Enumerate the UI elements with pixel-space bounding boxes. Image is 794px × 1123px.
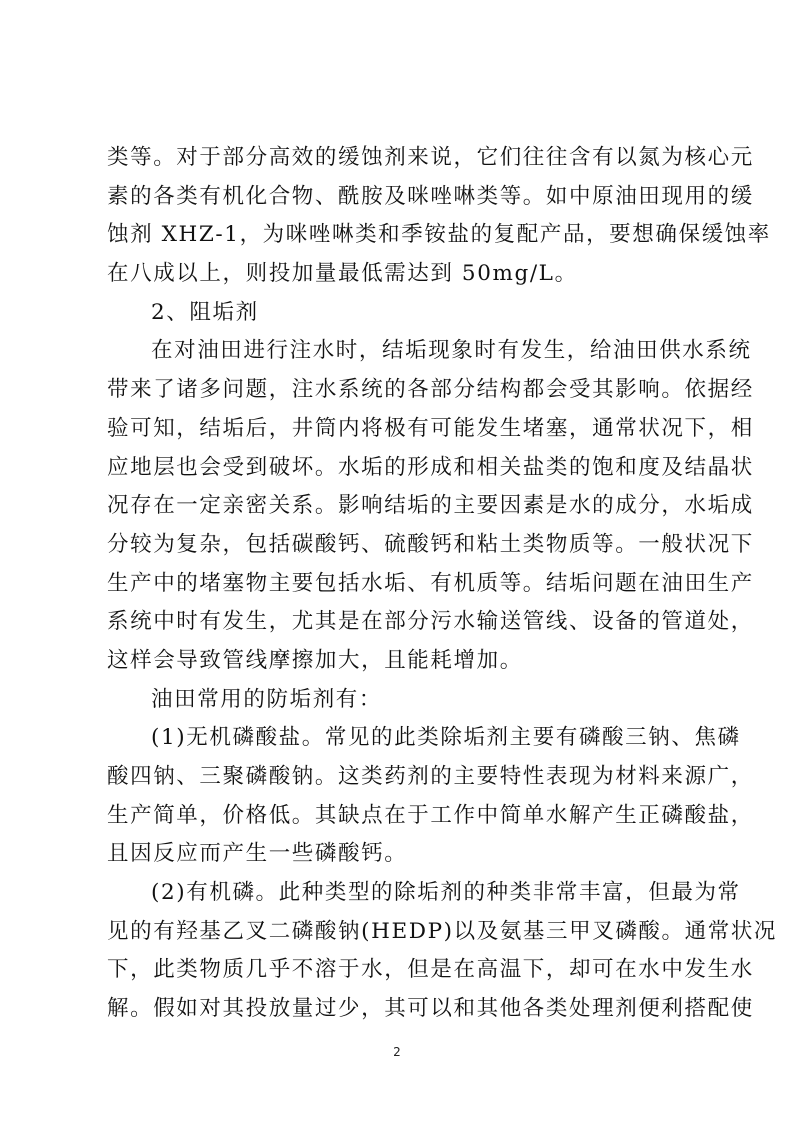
text-line: 类等。对于部分高效的缓蚀剂来说，它们往往含有以氮为核心元 — [107, 145, 754, 170]
text-line: 在八成以上，则投加量最低需达到 50mg/L。 — [107, 261, 578, 287]
text-line: 且因反应而产生一些磷酸钙。 — [107, 841, 408, 867]
text-line: 蚀剂 XHZ-1，为咪唑啉类和季铵盐的复配产品，要想确保缓蚀率 — [107, 222, 771, 248]
text-line: 系统中时有发生，尤其是在部分污水输送管线、设备的管道处， — [107, 609, 754, 635]
text-line: 酸四钠、三聚磷酸钠。这类药剂的主要特性表现为材料来源广， — [107, 764, 754, 789]
text-line: 况存在一定亲密关系。影响结垢的主要因素是水的成分，水垢成 — [107, 493, 754, 519]
text-line: 应地层也会受到破坏。水垢的形成和相关盐类的饱和度及结晶状 — [107, 454, 754, 480]
text-line: 见的有羟基乙叉二磷酸钠(HEDP)以及氨基三甲叉磷酸。通常状况 — [107, 918, 778, 944]
page-number: 2 — [393, 1045, 401, 1059]
text-line: 解。假如对其投放量过少，其可以和其他各类处理剂便利搭配使 — [107, 996, 754, 1022]
text-line: (1)无机磷酸盐。常见的此类除垢剂主要有磷酸三钠、焦磷 — [151, 725, 741, 751]
text-line: 生产简单，价格低。其缺点在于工作中简单水解产生正磷酸盐， — [107, 802, 754, 828]
text-line: (2)有机磷。此种类型的除垢剂的种类非常丰富，但最为常 — [151, 880, 741, 906]
text-line: 生产中的堵塞物主要包括水垢、有机质等。结垢问题在油田生产 — [107, 570, 754, 596]
text-line: 带来了诸多问题，注水系统的各部分结构都会受其影响。依据经 — [107, 377, 754, 403]
text-line: 油田常用的防垢剂有： — [151, 686, 383, 712]
text-line: 这样会导致管线摩擦加大，且能耗增加。 — [107, 647, 523, 673]
text-line: 在对油田进行注水时，结垢现象时有发生，给油田供水系统 — [151, 338, 752, 364]
text-line: 素的各类有机化合物、酰胺及咪唑啉类等。如中原油田现用的缓 — [107, 183, 754, 209]
text-line: 验可知，结垢后，井筒内将极有可能发生堵塞，通常状况下，相 — [107, 415, 754, 441]
text-line: 分较为复杂，包括碳酸钙、硫酸钙和粘土类物质等。一般状况下 — [107, 531, 754, 557]
body-text — [107, 139, 778, 1029]
text-line: 下，此类物质几乎不溶于水，但是在高温下，却可在水中发生水 — [107, 957, 754, 983]
section-heading: 2、阻垢剂 — [151, 299, 259, 325]
